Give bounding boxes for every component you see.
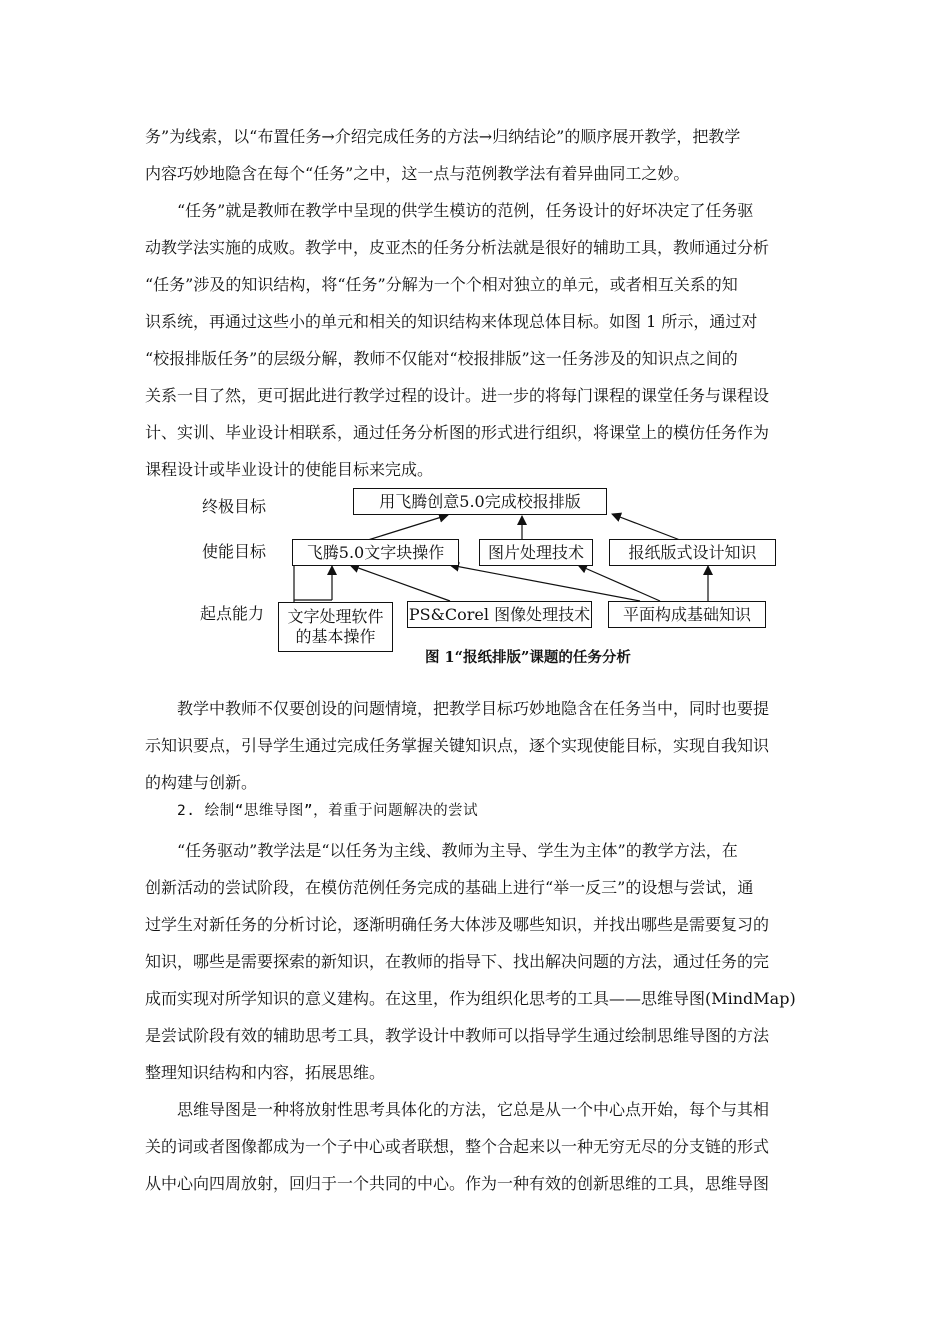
level-label-ultimate: 终极目标 [202,497,267,516]
text-line: 关系一目了然，更可据此进行教学过程的设计。进一步的将每门课程的课堂任务与课程设 [145,386,770,405]
text-line: “校报排版任务”的层级分解，教师不仅能对“校报排版”这一任务涉及的知识点之间的 [145,349,738,368]
text-block-box: 飞腾5.0文字块操作 [292,539,459,566]
text-line: 整理知识结构和内容，拓展思维。 [145,1063,386,1082]
arrow-ps-to-text-block [350,565,450,601]
box-line: 文字处理软件 [287,607,384,626]
section-heading: 2. 绘制“思维导图”，着重于问题解决的尝试 [177,803,479,819]
word-processing-box [278,602,393,652]
paragraph-4 [145,832,805,1091]
goal-box: 用飞腾创意5.0完成校报排版 [353,488,607,515]
level-label-enabling: 使能目标 [202,542,267,561]
text-line: 从中心向四周放射，回归于一个共同的中心。作为一种有效的创新思维的工具，思维导图 [145,1174,770,1193]
arrow-layout-to-goal [612,514,680,540]
text-line: 关的词或者图像都成为一个子中心或者联想，整个合起来以一种无穷无尽的分支链的形式 [145,1137,770,1156]
text-line: 过学生对新任务的分析讨论，逐渐明确任务大体涉及哪些知识，并找出哪些是需要复习的 [145,915,770,934]
text-line: 示知识要点，引导学生通过完成任务掌握关键知识点，逐个实现使能目标，实现自我知识 [145,736,770,755]
level-label-starting: 起点能力 [200,604,265,623]
ps-corel-box: PS&Corel 图像处理技术 [407,601,592,628]
text-line: 内容巧妙地隐含在每个“任务”之中，这一点与范例教学法有着异曲同工之妙。 [145,164,690,183]
paragraph-5 [145,1091,805,1202]
layout-design-box: 报纸版式设计知识 [609,539,776,566]
arrow-planar-to-text-block [450,565,640,601]
text-line: “任务”涉及的知识结构，将“任务”分解为一个个相对独立的单元，或者相互关系的知 [145,275,738,294]
text-line: 思维导图是一种将放射性思考具体化的方法，它总是从一个中心点开始，每个与其相 [177,1100,770,1119]
text-line: 教学中教师不仅要创设的问题情境，把教学目标巧妙地隐含在任务当中，同时也要提 [177,699,770,718]
text-line: “任务驱动”教学法是“以任务为主线、教师为主导、学生为主体”的教学方法，在 [177,841,738,860]
image-processing-box: 图片处理技术 [479,539,593,566]
text-line: 务”为线索，以“布置任务→介绍完成任务的方法→归纳结论”的顺序展开教学，把教学 [145,127,741,146]
text-line: “任务”就是教师在教学中呈现的供学生模访的范例，任务设计的好坏决定了任务驱 [177,201,754,220]
text-line: 知识，哪些是需要探索的新知识，在教师的指导下、找出解决问题的方法，通过任务的完 [145,952,770,971]
text-line: 课程设计或毕业设计的使能目标来完成。 [145,460,434,479]
arrow-text-block-to-goal [368,515,448,540]
figure-caption: 图 1“报纸排版”课题的任务分析 [425,649,631,666]
text-line: 成而实现对所学知识的意义建构。在这里，作为组织化思考的工具——思维导图(MindMap) [145,989,796,1008]
text-line: 动教学法实施的成败。教学中，皮亚杰的任务分析法就是很好的辅助工具，教师通过分析 [145,238,770,257]
text-line: 是尝试阶段有效的辅助思考工具，教学设计中教师可以指导学生通过绘制思维导图的方法 [145,1026,770,1045]
arrow-planar-to-image [578,565,660,601]
planar-composition-box: 平面构成基础知识 [608,601,766,628]
text-line: 的构建与创新。 [145,773,258,792]
box-line: 的基本操作 [295,627,376,646]
text-line: 识系统，再通过这些小的单元和相关的知识结构来体现总体目标。如图 1 所示，通过对 [145,312,758,331]
text-line: 计、实训、毕业设计相联系，通过任务分析图的形式进行组织，将课堂上的模仿任务作为 [145,423,770,442]
text-line: 创新活动的尝试阶段，在模仿范例任务完成的基础上进行“举一反三”的设想与尝试，通 [145,878,754,897]
paragraph-3 [145,690,805,801]
